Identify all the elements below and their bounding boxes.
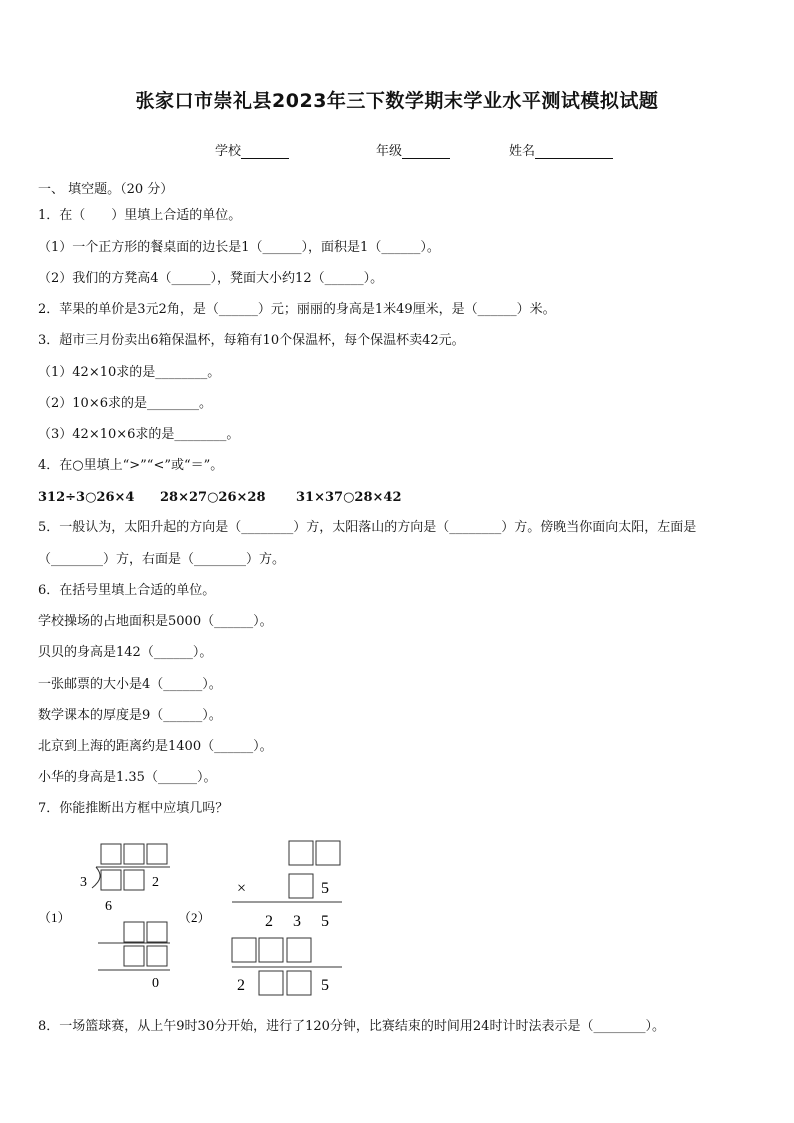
answer-box[interactable] — [289, 841, 313, 865]
q5-line1: 5．一般认为，太阳升起的方向是（________）方，太阳落山的方向是（________）方。傍晚当你面向太阳，左面是 — [38, 520, 697, 535]
q7-label1: （1） — [38, 910, 71, 925]
q3-part1: （1）42×10求的是________。 — [38, 365, 221, 380]
answer-box[interactable] — [259, 938, 283, 962]
q1-stem: 1．在（ ）里填上合适的单位。 — [38, 208, 242, 223]
answer-box[interactable] — [259, 971, 283, 995]
divisor: 3 — [80, 875, 87, 890]
name-blank[interactable] — [535, 144, 613, 159]
q6-stem: 6．在括号里填上合适的单位。 — [38, 583, 216, 598]
q7-label2: （2） — [178, 910, 211, 925]
q3-part3: （3）42×10×6求的是________。 — [38, 427, 240, 442]
partial-product: 6 — [105, 899, 112, 914]
partial-digit: 3 — [293, 913, 301, 930]
q8: 8．一场篮球赛，从上午9时30分开始，进行了120分钟，比赛结束的时间用24时计时法表示是（________）。 — [38, 1019, 665, 1034]
q6-item: 小华的身高是1.35（______）。 — [38, 770, 217, 785]
answer-box[interactable] — [287, 938, 311, 962]
grade-field[interactable] — [376, 140, 450, 159]
q4-stem: 4．在○里填上“>”“<”或“＝”。 — [38, 458, 224, 473]
q7-stem: 7．你能推断出方框中应填几吗？ — [38, 801, 229, 816]
section-heading: 一、 填空题。（20 分） — [38, 182, 174, 197]
q6-item: 学校操场的占地面积是5000（______）。 — [38, 614, 273, 629]
division-puzzle — [92, 844, 170, 970]
school-label: 学校 — [215, 144, 242, 159]
q5-line2: （________）方，右面是（________）方。 — [38, 552, 286, 567]
q1-part2: （2）我们的方凳高4（______），凳面大小约12（______）。 — [38, 271, 384, 286]
q6-item: 贝贝的身高是142（______）。 — [38, 645, 213, 660]
answer-box[interactable] — [289, 874, 313, 898]
name-field[interactable] — [509, 140, 613, 159]
dividend-digit: 2 — [152, 875, 159, 890]
product-digit: 5 — [321, 977, 329, 994]
answer-box[interactable] — [124, 844, 144, 864]
grade-label: 年级 — [376, 144, 403, 159]
q3-stem: 3．超市三月份卖出6箱保温杯，每箱有10个保温杯，每个保温杯卖42元。 — [38, 333, 465, 348]
division-bracket — [92, 867, 100, 888]
answer-box[interactable] — [124, 922, 144, 942]
answer-box[interactable] — [101, 844, 121, 864]
multiplier-digit: 5 — [321, 880, 329, 897]
product-digit: 2 — [237, 977, 245, 994]
q6-item: 北京到上海的距离约是1400（______）。 — [38, 739, 273, 754]
q2: 2．苹果的单价是3元2角，是（______）元；丽丽的身高是1米49厘米，是（______）米。 — [38, 302, 556, 317]
answer-box[interactable] — [316, 841, 340, 865]
answer-box[interactable] — [287, 971, 311, 995]
q4-item: 31×37○28×42 — [296, 490, 402, 505]
q4-item: 312÷3○26×4 — [38, 490, 135, 505]
school-field[interactable] — [215, 140, 289, 159]
answer-box[interactable] — [124, 870, 144, 890]
answer-box[interactable] — [232, 938, 256, 962]
answer-box[interactable] — [124, 946, 144, 966]
page-title: 张家口市崇礼县2023年三下数学期末学业水平测试模拟试题 — [135, 90, 659, 112]
answer-box[interactable] — [147, 946, 167, 966]
answer-box[interactable] — [147, 844, 167, 864]
partial-digit: 2 — [265, 913, 273, 930]
q7-figures — [0, 830, 794, 1005]
q6-item: 一张邮票的大小是4（______）。 — [38, 677, 222, 692]
name-label: 姓名 — [509, 144, 536, 159]
answer-box[interactable] — [147, 922, 167, 942]
times-sign: × — [237, 880, 247, 897]
q4-item: 28×27○26×28 — [160, 490, 266, 505]
q1-part1: （1）一个正方形的餐桌面的边长是1（______），面积是1（______）。 — [38, 240, 440, 255]
partial-digit: 5 — [321, 913, 329, 930]
grade-blank[interactable] — [402, 144, 450, 159]
answer-box[interactable] — [101, 870, 121, 890]
q3-part2: （2）10×6求的是________。 — [38, 396, 212, 411]
school-blank[interactable] — [241, 144, 289, 159]
remainder: 0 — [152, 976, 159, 991]
q6-item: 数学课本的厚度是9（______）。 — [38, 708, 222, 723]
